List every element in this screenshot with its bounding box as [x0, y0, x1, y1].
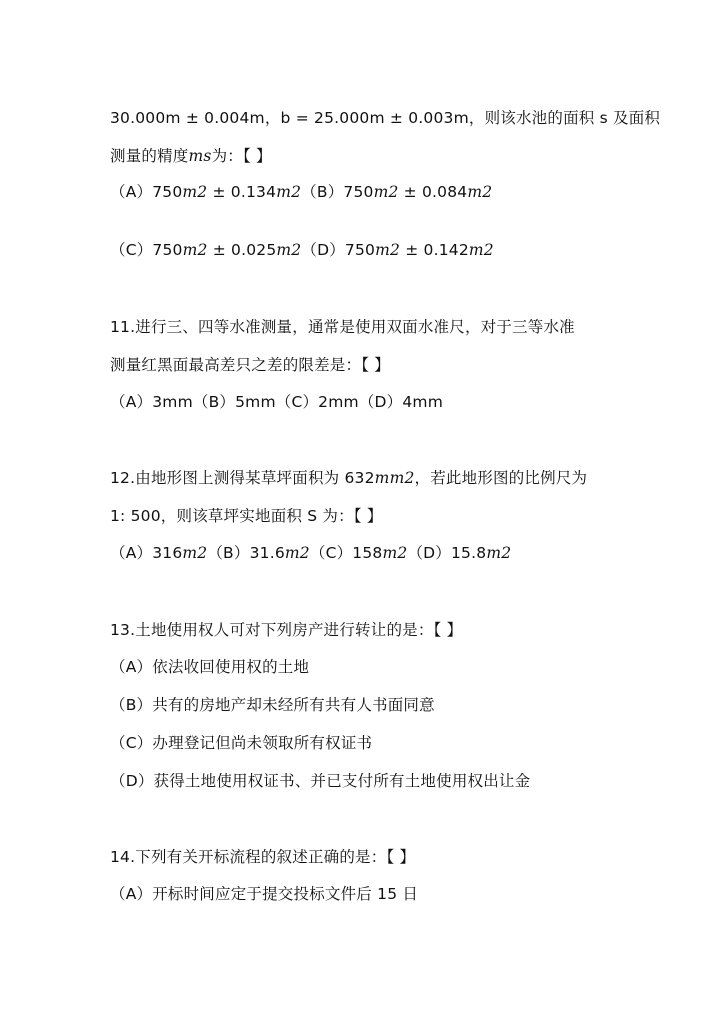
q10-stem-text: 测量的精度 — [110, 147, 189, 165]
q10-option-d-tolerance: ± 0.142 — [400, 241, 469, 259]
q11-stem-line-2: 测量红黑面最高差只之差的限差是：【 】 — [110, 356, 390, 374]
q10-option-b-unit-2: m2 — [467, 183, 493, 201]
q10-option-a-unit-2: m2 — [276, 183, 302, 201]
q12-stem-text: 12.由地形图上测得某草坪面积为 632 — [110, 469, 375, 487]
q10-stem-suffix: 为：【 】 — [211, 147, 272, 165]
q10-option-a-unit: m2 — [182, 183, 208, 201]
q10-options-cd — [110, 240, 494, 260]
q10-stem-line-2 — [110, 146, 272, 166]
q10-option-d: （D）750 — [301, 241, 376, 259]
q10-option-b-unit: m2 — [373, 183, 399, 201]
q13-option-d: （D）获得土地使用权证书、并已支付所有土地使用权出让金 — [110, 772, 531, 790]
q13-stem: 13.土地使用权人可对下列房产进行转让的是：【 】 — [110, 621, 463, 639]
q12-option-c: （C）158 — [309, 544, 383, 562]
q12-option-c-unit: m2 — [382, 544, 408, 562]
q10-option-c: （C）750 — [110, 241, 183, 259]
q12-stem-suffix: ，若此地形图的比例尺为 — [414, 469, 588, 487]
q10-option-d-unit-2: m2 — [468, 241, 494, 259]
q10-options-ab — [110, 182, 492, 202]
q10-option-c-unit-2: m2 — [276, 241, 302, 259]
q12-option-a: （A）316 — [110, 544, 183, 562]
q10-option-a: （A）750 — [110, 183, 183, 201]
q12-option-d-unit: m2 — [486, 544, 512, 562]
q13-option-a: （A）依法收回使用权的土地 — [110, 658, 310, 676]
q12-option-a-unit: m2 — [182, 544, 208, 562]
q12-option-b: （B）31.6 — [207, 544, 285, 562]
q10-stem-line-1: 30.000m ± 0.004m，b = 25.000m ± 0.003m，则该水池的面积 s 及面积 — [110, 109, 661, 127]
q12-option-d: （D）15.8 — [407, 544, 487, 562]
q11-options: （A）3mm（B）5mm（C）2mm（D）4mm — [110, 393, 444, 411]
q12-option-b-unit: m2 — [284, 544, 310, 562]
q11-stem-line-1: 11.进行三、四等水准测量，通常是使用双面水准尺，对于三等水准 — [110, 318, 575, 336]
q10-option-b: （B）750 — [301, 183, 374, 201]
q10-math-ms: ms — [188, 147, 212, 165]
q13-option-b: （B）共有的房地产却未经所有共有人书面同意 — [110, 696, 435, 714]
q10-option-a-tolerance: ± 0.134 — [207, 183, 277, 201]
q10-option-d-unit: m2 — [375, 241, 401, 259]
q14-stem: 14.下列有关开标流程的叙述正确的是：【 】 — [110, 848, 416, 866]
q12-options — [110, 543, 511, 563]
q10-option-c-tolerance: ± 0.025 — [207, 241, 277, 259]
q13-option-c: （C）办理登记但尚未领取所有权证书 — [110, 734, 373, 752]
q14-option-a: （A）开标时间应定于提交投标文件后 15 日 — [110, 885, 419, 903]
q12-math-mm2: mm2 — [374, 469, 415, 487]
q12-stem-line-2: 1: 500，则该草坪实地面积 S 为：【 】 — [110, 507, 383, 525]
q10-option-c-unit: m2 — [182, 241, 208, 259]
q12-stem-line-1 — [110, 468, 587, 488]
q10-option-b-tolerance: ± 0.084 — [398, 183, 468, 201]
